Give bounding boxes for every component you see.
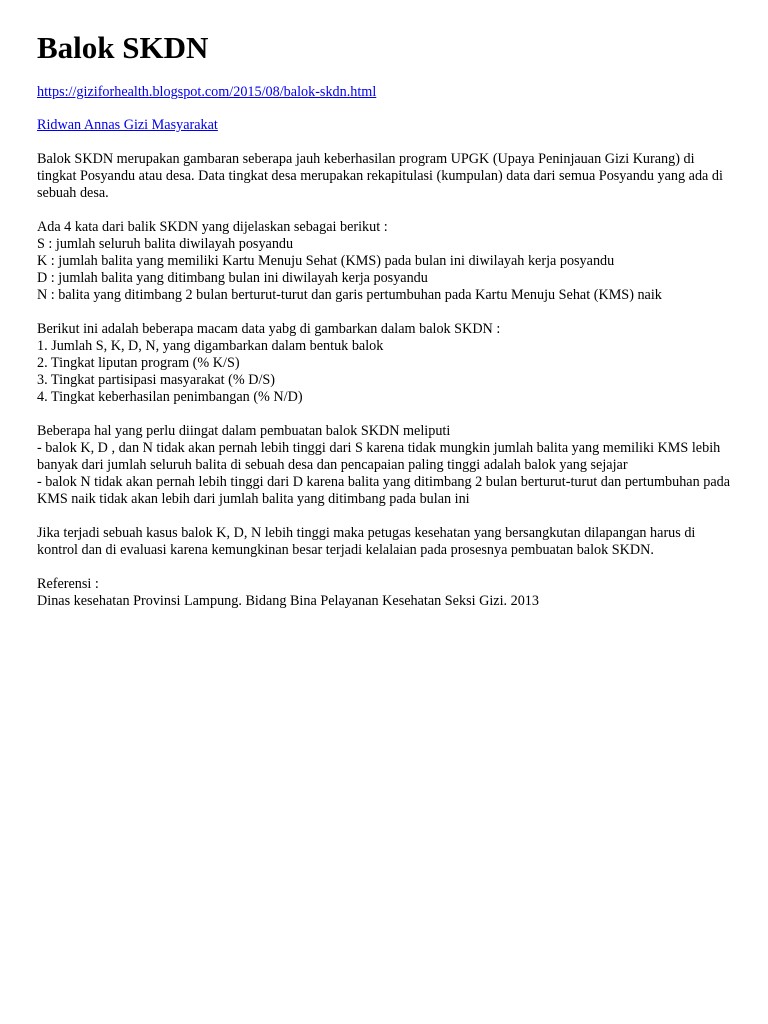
source-url-link[interactable]: https://giziforhealth.blogspot.com/2015/08/balok-skdn.html — [37, 84, 377, 100]
data-type-item: 1. Jumlah S, K, D, N, yang digambarkan dalam bentuk balok — [37, 338, 384, 354]
document-page — [37, 28, 737, 610]
definition-item-d: D : jumlah balita yang ditimbang bulan ini diwilayah kerja posyandu — [37, 270, 428, 286]
page-title: Balok SKDN — [37, 30, 209, 65]
author-link[interactable]: Ridwan Annas Gizi Masyarakat — [37, 117, 218, 133]
definitions-block — [37, 219, 737, 304]
data-type-item: 4. Tingkat keberhasilan penimbangan (% N/D) — [37, 389, 303, 405]
definition-item-n: N : balita yang ditimbang 2 bulan berturut-turut dan garis pertumbuhan pada Kartu Menuju Sehat (KMS) naik — [37, 287, 662, 303]
reference-text: Dinas kesehatan Provinsi Lampung. Bidang Bina Pelayanan Kesehatan Seksi Gizi. 2013 — [37, 593, 539, 609]
data-types-block — [37, 321, 737, 406]
note-item: - balok N tidak akan pernah lebih tinggi dari D karena balita yang ditimbang 2 bulan berturut-turut dan pertumbuhan pada KMS naik tidak akan lebih dari jumlah balita yang ditimbang pada bulan ini — [37, 474, 731, 507]
definition-item-k: K : jumlah balita yang memiliki Kartu Menuju Sehat (KMS) pada bulan ini diwilayah kerja posyandu — [37, 253, 615, 269]
data-type-item: 2. Tingkat liputan program (% K/S) — [37, 355, 240, 371]
intro-paragraph: Balok SKDN merupakan gambaran seberapa jauh keberhasilan program UPGK (Upaya Peninjauan Gizi Kurang) di tingkat Posyandu atau desa. Data tingkat desa merupakan rekapitulasi (kumpulan) data dari semua Posyandu yang ada di sebuah desa. — [37, 151, 723, 201]
data-types-heading: Berikut ini adalah beberapa macam data yabg di gambarkan dalam balok SKDN : — [37, 321, 501, 337]
definition-item-s: S : jumlah seluruh balita diwilayah posyandu — [37, 236, 294, 252]
definitions-heading: Ada 4 kata dari balik SKDN yang dijelaskan sebagai berikut : — [37, 219, 388, 235]
data-type-item: 3. Tingkat partisipasi masyarakat (% D/S) — [37, 372, 276, 388]
reference-block — [37, 576, 737, 610]
conclusion-paragraph: Jika terjadi sebuah kasus balok K, D, N lebih tinggi maka petugas kesehatan yang bersangkutan dilapangan harus di kontrol dan di evaluasi karena kemungkinan besar terjadi kelalaian pada prosesnya pembuatan balok SKDN. — [37, 525, 696, 558]
note-item: - balok K, D , dan N tidak akan pernah lebih tinggi dari S karena tidak mungkin jumlah balita yang memiliki KMS lebih banyak dari jumlah seluruh balita di sebuah desa dan pencapaian paling tinggi adalah balok yang sejajar — [37, 440, 721, 473]
notes-block — [37, 423, 737, 508]
reference-heading: Referensi : — [37, 576, 99, 592]
notes-heading: Beberapa hal yang perlu diingat dalam pembuatan balok SKDN meliputi — [37, 423, 451, 439]
